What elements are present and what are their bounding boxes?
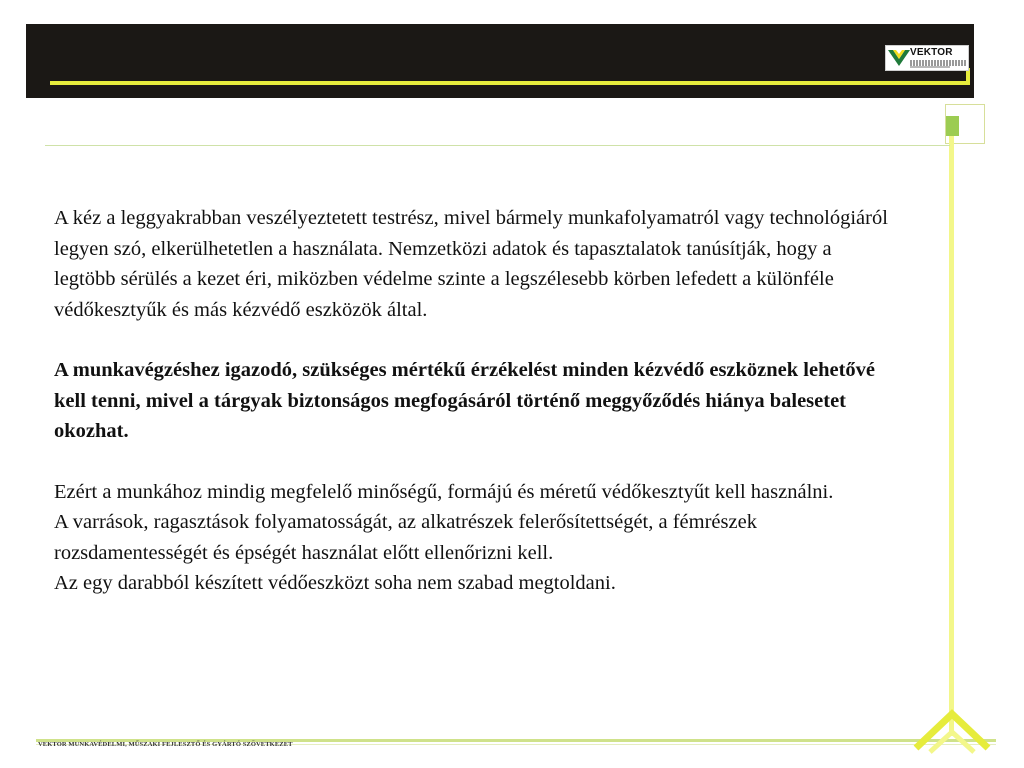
green-marker xyxy=(946,116,959,136)
paragraph-bold-statement: A munkavégzéshez igazodó, szükséges mértékű érzékelést minden kézvédő eszköznek lehetővé kell tenni, mivel a tárgyak biztonságos megfogásáról történő meggyőződés hiánya balesetet okozhat. xyxy=(54,359,876,442)
horizontal-divider xyxy=(45,145,950,146)
chevron-up-icon xyxy=(910,706,994,754)
header-accent-line xyxy=(50,81,970,85)
logo-subtitle-decoration-2 xyxy=(910,66,950,68)
company-logo xyxy=(885,45,969,71)
vertical-accent-line xyxy=(949,136,954,736)
paragraph-gloves: Ezért a munkához mindig megfelelő minőségű, formájú és méretű védőkesztyűt kell használni. xyxy=(54,480,834,503)
logo-text: VEKTOR xyxy=(910,47,953,58)
footer-company-name: VEKTOR MUNKAVÉDELMI, MŰSZAKI FEJLESZTŐ ÉS GYÁRTÓ SZÖVETKEZET xyxy=(38,741,293,748)
header-bar xyxy=(26,24,974,98)
slide-body xyxy=(54,203,894,599)
vektor-logo-icon xyxy=(888,48,910,68)
paragraph-gap xyxy=(54,447,894,477)
paragraph-inspection: A varrások, ragasztások folyamatosságát, az alkatrészek felerősítettségét, a fémrészek rozsdamentességét és épségét használat előtt ellenőrizni kell. xyxy=(54,511,757,564)
paragraph-single-piece: Az egy darabból készített védőeszközt soha nem szabad megtoldani. xyxy=(54,572,616,594)
paragraph-intro: A kéz a leggyakrabban veszélyeztetett testrész, mivel bármely munkafolyamatról vagy technológiáról legyen szó, elkerülhetetlen a használata. Nemzetközi adatok és tapasztalatok tanúsítják, hogy a legtöbb sérülés a kezet éri, miközben védelme szinte a legszélesebb körben lefedett a különféle védőkesztyűk és más kézvédő eszközök által. xyxy=(54,207,888,321)
paragraph-gap xyxy=(54,325,894,355)
